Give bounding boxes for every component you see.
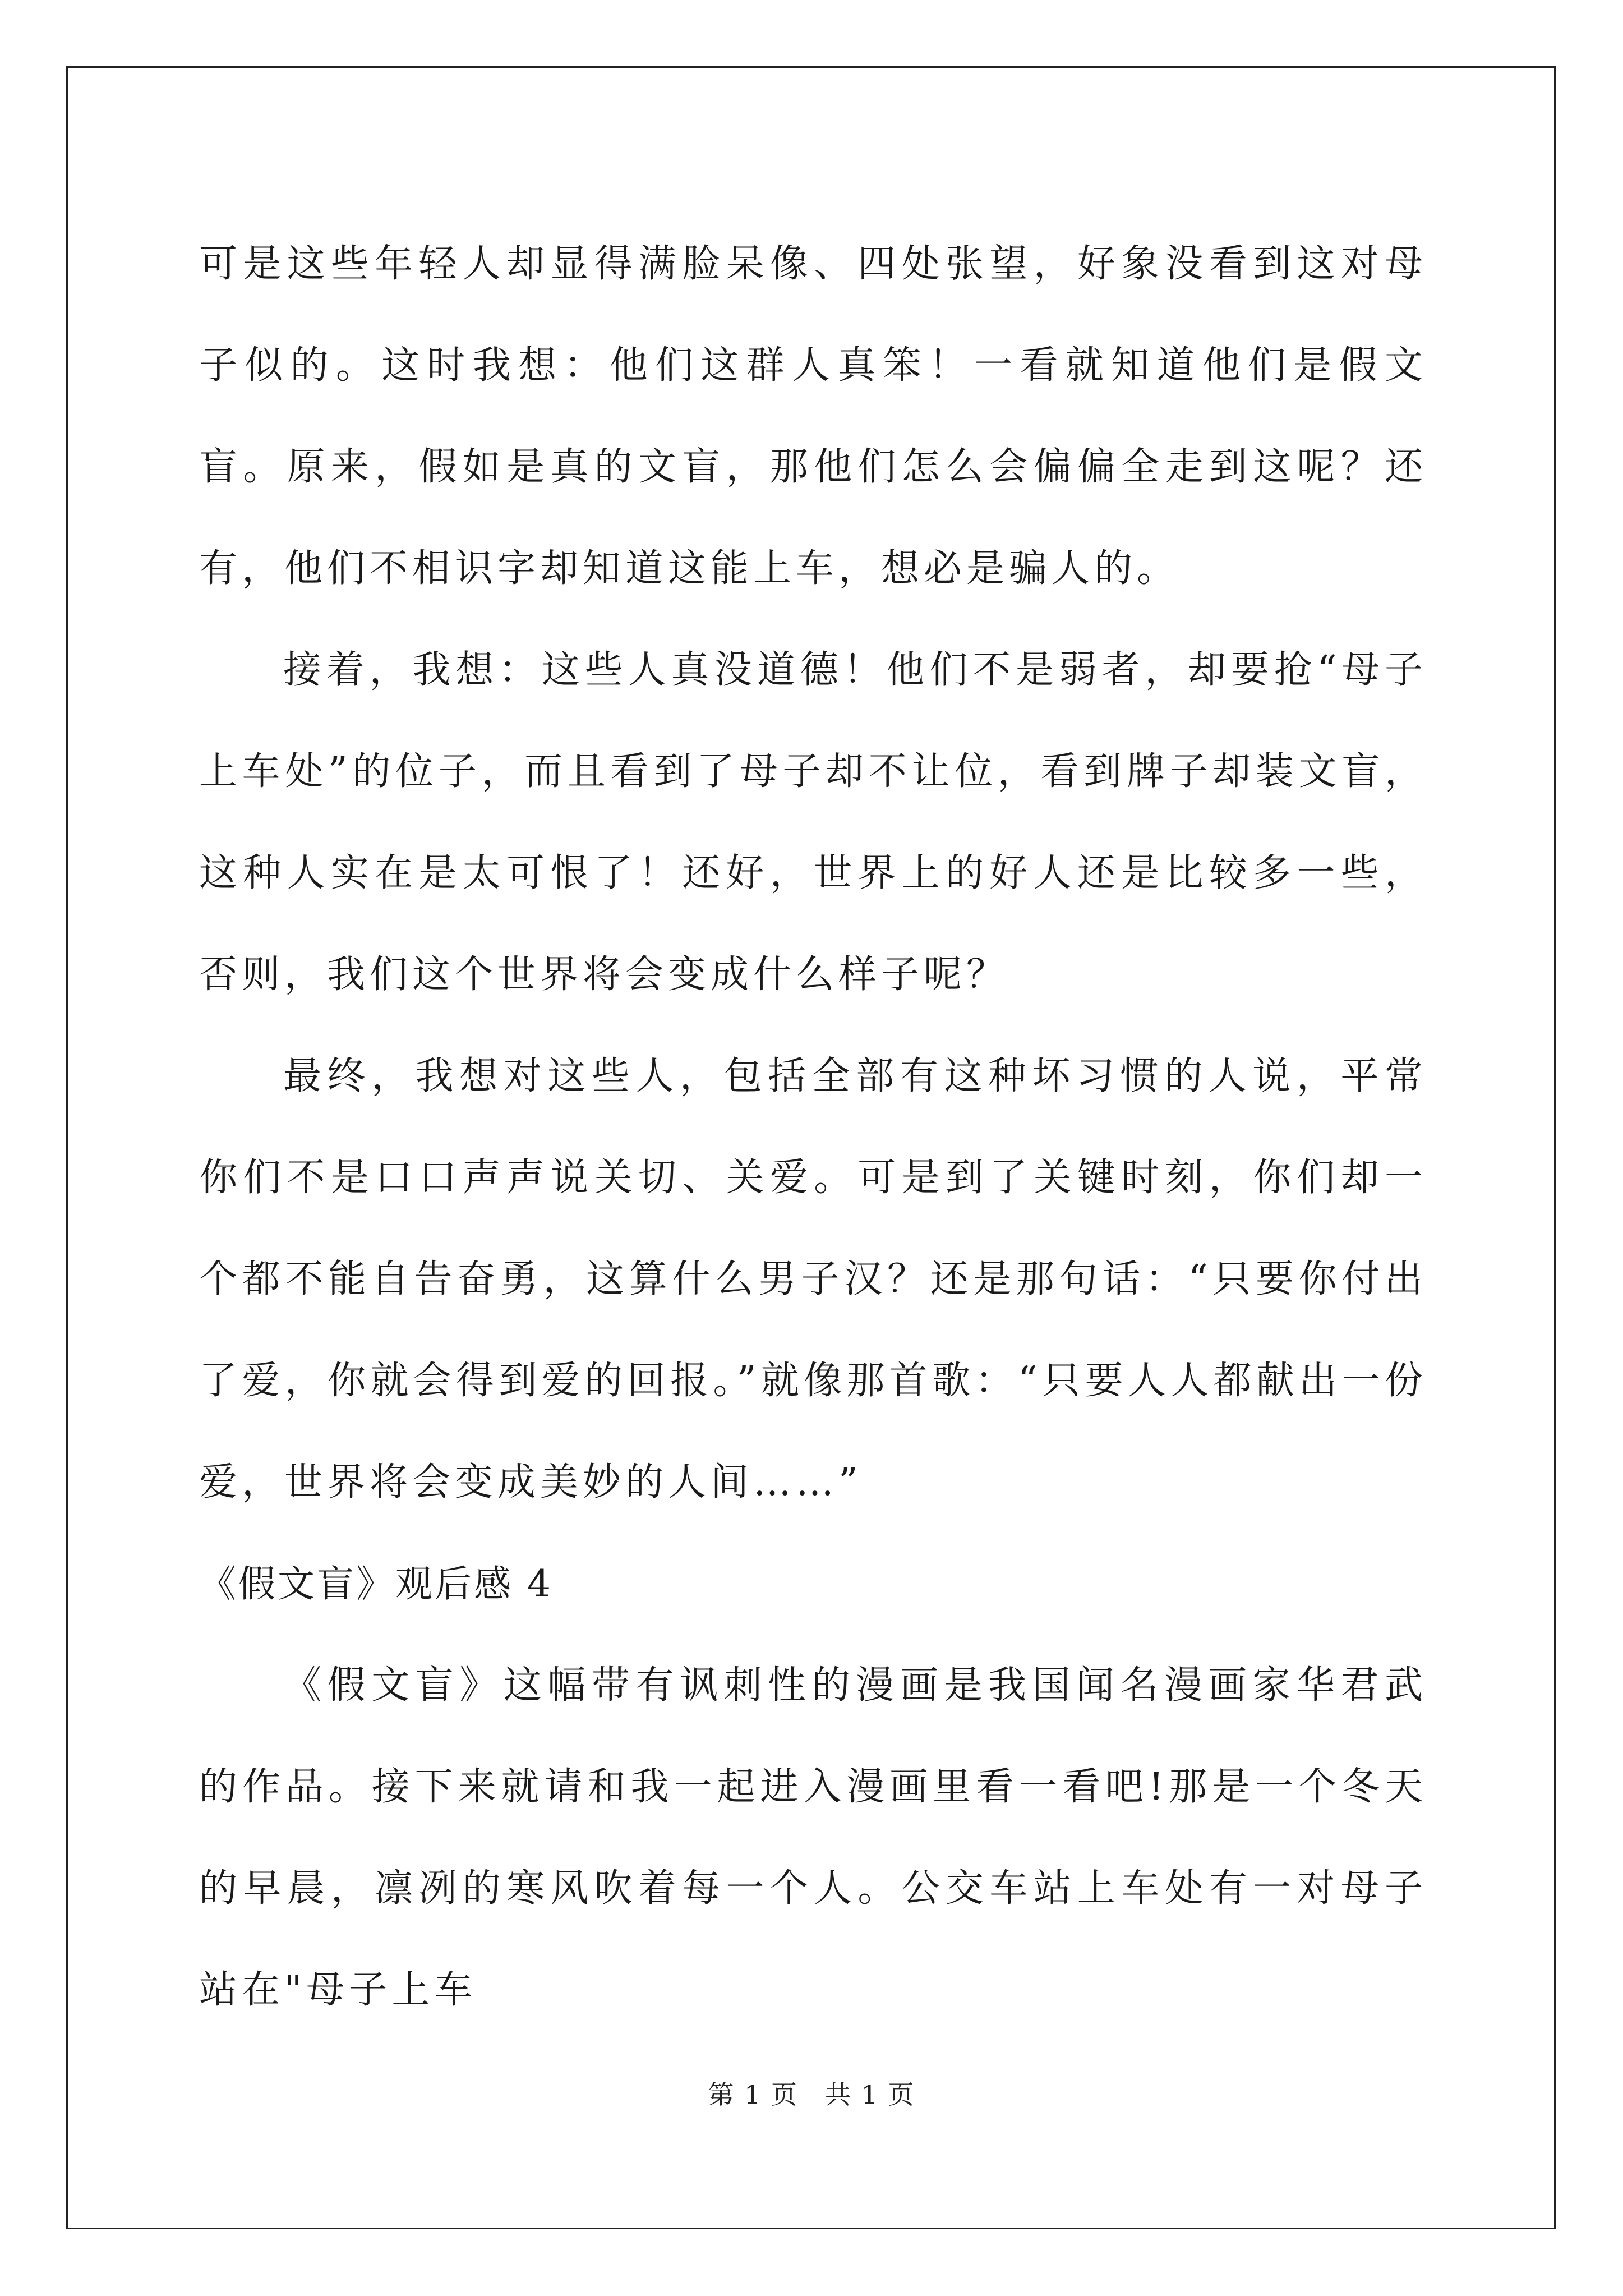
section-heading: 《假文盲》观后感 4 bbox=[199, 1562, 553, 1605]
paragraph: 最终，我想对这些人，包括全部有这种坏习惯的人说，平常你们不是口口声声说关切、关爱。可是到了关键时刻，你们却一个都不能自告奋勇，这算什么男子汉？还是那句话：“只要你付出了爱，你就会得到爱的回报。”就像那首歌：“只要人人都献出一份爱，世界将会变成美妙的人间……” bbox=[199, 1054, 1428, 1504]
document-body bbox=[199, 213, 1427, 2041]
paragraph: 接着，我想：这些人真没道德！他们不是弱者，却要抢“母子上车处”的位子，而且看到了母子却不让位，看到牌子却装文盲，这种人实在是太可恨了！还好，世界上的好人还是比较多一些，否则，我们这个世界将会变成什么样子呢？ bbox=[199, 648, 1427, 997]
paragraph: 《假文盲》这幅带有讽刺性的漫画是我国闻名漫画家华君武的作品。接下来就请和我一起进入漫画里看一看吧!那是一个冬天的早晨，凛冽的寒风吹着每一个人。公交车站上车处有一对母子站在"母子上车 bbox=[199, 1663, 1427, 2012]
paragraph: 可是这些年轻人却显得满脸呆像、四处张望，好象没看到这对母子似的。这时我想：他们这群人真笨！一看就知道他们是假文盲。原来，假如是真的文盲，那他们怎么会偏偏全走到这呢？还有，他们不相识字却知道这能上车，想必是骗人的。 bbox=[199, 242, 1427, 591]
page-footer: 第 1 页 共 1 页 bbox=[708, 2079, 915, 2110]
